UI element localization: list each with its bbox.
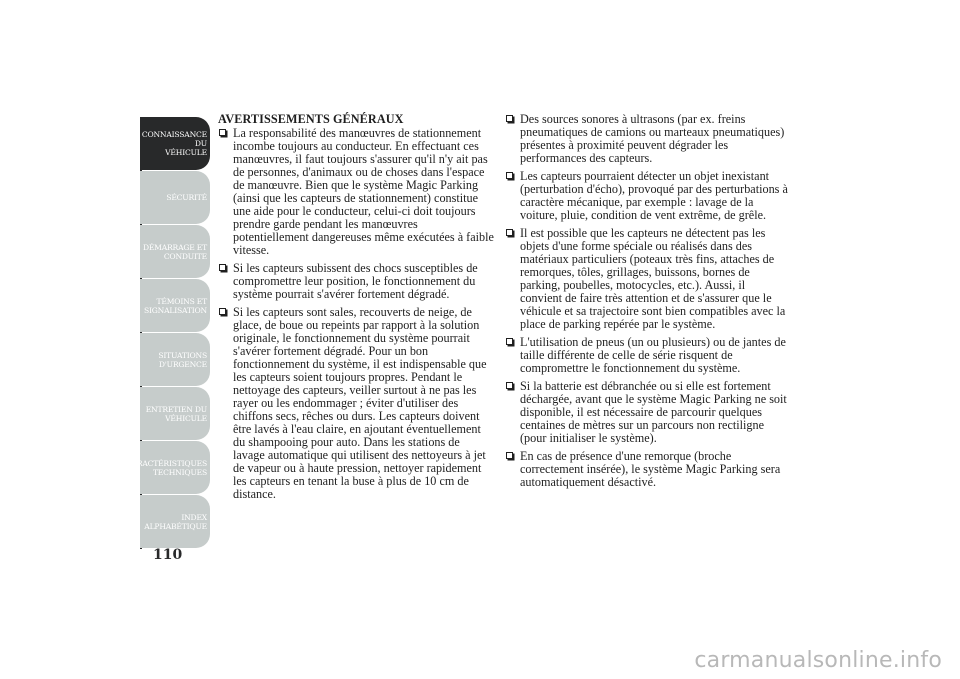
page-number: 110 [153, 547, 183, 563]
tab-caracteristiques-techniques[interactable]: CARACTÉRISTIQUES TECHNIQUES [140, 441, 210, 494]
checkbox-bullet-icon [506, 382, 513, 389]
warning-bullet [505, 227, 790, 331]
bullet-text: La responsabilité des manœuvres de stationnement incombe toujours au conducteur. En effectuant ces manœuvres, il faut toujours s'assurer qu'il n'y ait pas de personnes, d'animaux ou de choses dans l'espace de manœuvre. Bien que le système Magic Parking (ainsi que les capteurs de stationnement) constitue une aide pour le conducteur, celui-ci doit toujours prendre garde pendant les manœuvres potentiellement dangereuses même exécutées à faible vitesse. [233, 126, 494, 257]
right-column [505, 113, 790, 494]
warning-bullet [218, 127, 494, 257]
section-title: AVERTISSEMENTS GÉNÉRAUX [218, 112, 404, 126]
warning-bullet [505, 170, 790, 222]
warning-bullet [218, 306, 494, 501]
bullet-text: Si la batterie est débranchée ou si elle est fortement déchargée, avant que le système Magic Parking ne soit disponible, il est nécessaire de parcourir quelques centaines de mètres sur un parcours non rectiligne (pour initialiser le système). [520, 379, 787, 445]
bullet-text: En cas de présence d'une remorque (broche correctement insérée), le système Magic Parking sera automatiquement désactivé. [520, 449, 781, 489]
bullet-text: Il est possible que les capteurs ne détectent pas les objets d'une forme spéciale ou réalisés dans des matériaux particuliers (poteaux très fins, attaches de remorques, tôles, grillages, buissons, bornes de parking, poubelles, motocycles, etc.). Aussi, il convient de faire très attention et de s'assurer que le véhicule et sa trajectoire sont bien compatibles avec la place de parking repérée par le système. [520, 226, 786, 331]
watermark: carmanualsonline.info [694, 648, 942, 673]
bullet-text: Si les capteurs subissent des chocs susceptibles de compromettre leur position, le fonctionnement du système pourrait s'avérer fortement dégradé. [233, 261, 478, 301]
tab-entretien-du-vehicule[interactable]: ENTRETIEN DU VÉHICULE [140, 387, 210, 440]
checkbox-bullet-icon [506, 115, 513, 122]
bullet-text: Des sources sonores à ultrasons (par ex. freins pneumatiques de camions ou marteaux pneumatiques) présentes à proximité peuvent dégrader les performances des capteurs. [520, 112, 785, 165]
warning-bullet [505, 450, 790, 489]
tab-temoins-et-signalisation[interactable]: TÉMOINS ET SIGNALISATION [140, 279, 210, 332]
bullet-text: Si les capteurs sont sales, recouverts de neige, de glace, de boue ou repeints par rapport à la solution originale, le fonctionnement du système pourrait s'avérer fortement dégradé. Pour un bon fonctionnement du système, il est indispensable que les capteurs soient toujours propres. Pendant le nettoyage des capteurs, veiller surtout à ne pas les rayer ou les endommager ; éviter d'utiliser des chiffons secs, rêches ou durs. Les capteurs doivent être lavés à l'eau claire, en ajoutant éventuellement du shampooing pour auto. Dans les stations de lavage automatique qui utilisent des nettoyeurs à jet de vapeur ou à haute pression, nettoyer rapidement les capteurs en tenant la buse à plus de 10 cm de distance. [233, 305, 487, 501]
warning-bullet [505, 380, 790, 445]
tab-situations-d-urgence[interactable]: SITUATIONS D'URGENCE [140, 333, 210, 386]
tab-demarrage-et-conduite[interactable]: DÉMARRAGE ET CONDUITE [140, 225, 210, 278]
checkbox-bullet-icon [506, 338, 513, 345]
checkbox-bullet-icon [219, 129, 226, 136]
checkbox-bullet-icon [506, 172, 513, 179]
checkbox-bullet-icon [506, 452, 513, 459]
bullet-text: L'utilisation de pneus (un ou plusieurs) ou de jantes de taille différente de celle de série risquent de compromettre le fonctionnement du système. [520, 335, 786, 375]
left-column [218, 113, 494, 506]
checkbox-bullet-icon [219, 264, 226, 271]
tab-securite[interactable]: SÉCURITÉ [140, 171, 210, 224]
bullet-text: Les capteurs pourraient détecter un objet inexistant (perturbation d'écho), provoqué par des perturbations à caractère mécanique, par exemple : lavage de la voiture, pluie, condition de vent extrême, de grêle. [520, 169, 788, 222]
checkbox-bullet-icon [506, 229, 513, 236]
tab-index-alphabetique[interactable]: INDEX ALPHABÉTIQUE [140, 495, 210, 548]
warning-bullet [505, 113, 790, 165]
checkbox-bullet-icon [219, 308, 226, 315]
warning-bullet [218, 262, 494, 301]
warning-bullet [505, 336, 790, 375]
tab-connaissance-du-vehicule[interactable]: CONNAISSANCE DU VÉHICULE [140, 117, 210, 170]
